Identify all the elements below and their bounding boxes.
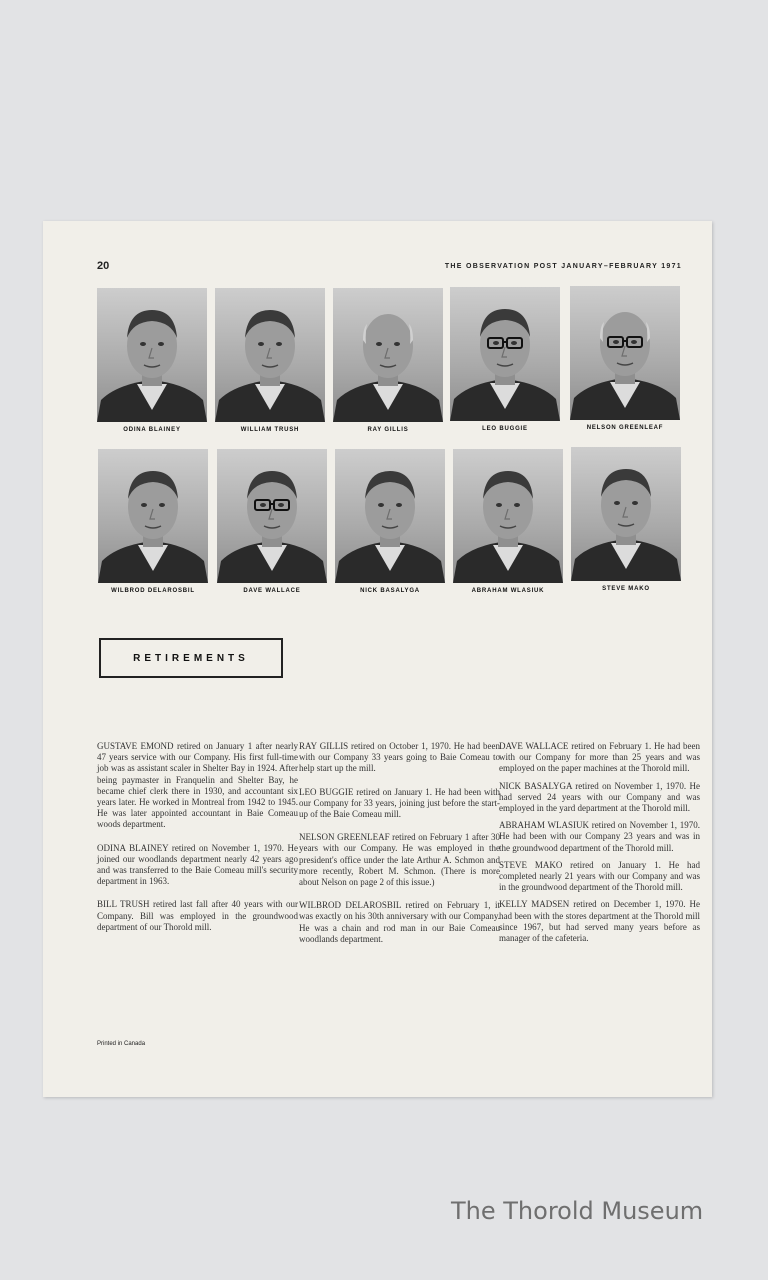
eye-shape [158, 342, 164, 346]
retirement-paragraph: ABRAHAM WLASIUK retired on November 1, 1970. He had been with our Company 23 years and was in the groundwood department of the Thorold mill. [499, 820, 700, 853]
text-column-1 [97, 741, 298, 945]
eye-shape [376, 342, 382, 346]
retirement-paragraph: KELLY MADSEN retired on December 1, 1970. He had been with the stores department at the Thorold mill since 1967, but had served many years before as manager of the cafeteria. [499, 899, 700, 944]
retirement-paragraph: LEO BUGGIE retired on January 1. He had been with our Company for 33 years, joining just before the start-up of the Baie Comeau mill. [299, 786, 500, 820]
portrait-photo [335, 449, 445, 583]
photo-caption: RAY GILLIS [367, 427, 409, 433]
retirement-paragraph: RAY GILLIS retired on October 1, 1970. He had been with our Company 33 years going to Baie Comeau to help start up the mill. [299, 741, 500, 774]
eye-shape [394, 342, 400, 346]
text-column-2 [299, 741, 500, 957]
retirement-paragraph: WILBROD DELAROSBIL retired on February 1, it was exactly on his 30th anniversary with our Company. He was a chain and rod man in our Baie Comeau woodlands department. [299, 900, 500, 944]
eye-shape [276, 342, 282, 346]
retirement-paragraph: GUSTAVE EMOND retired on January 1 after nearly 47 years service with our Company. His first full-time job was as assistant scaler in Shelter Bay in 1924. After being paymaster in Franquelin and Shelter Bay, he became chief clerk there in 1930, and accountant six years later. He worked in Montreal from 1942 to 1945. He was later appointed accountant in Baie Comeau woods department. [97, 741, 298, 830]
eye-shape [613, 340, 619, 344]
eye-shape [140, 342, 146, 346]
portrait-photo [217, 449, 327, 583]
photo-caption: WILLIAM TRUSH [240, 427, 300, 433]
eye-shape [260, 503, 266, 507]
retirement-paragraph: ODINA BLAINEY retired on November 1, 1970. He joined our woodlands department nearly 42 years ago and was transferred to the Baie Comeau mill's security department in 1963. [97, 842, 298, 887]
photo-caption: ABRAHAM WLASIUK [471, 588, 545, 594]
eye-shape [141, 503, 147, 507]
portrait-photo [450, 287, 560, 421]
portrait-photo [453, 449, 563, 583]
portrait-photo [97, 288, 207, 422]
eye-shape [396, 503, 402, 507]
portrait-photo [570, 286, 680, 420]
printed-note: Printed in Canada [97, 1041, 146, 1047]
magazine-page [43, 221, 712, 1097]
section-header-box [99, 638, 283, 678]
photo-caption: LEO BUGGIE [482, 426, 528, 432]
eye-shape [159, 503, 165, 507]
eye-shape [514, 503, 520, 507]
eye-shape [496, 503, 502, 507]
watermark: The Thorold Museum [451, 1197, 704, 1225]
photo-caption: DAVE WALLACE [243, 588, 301, 594]
retirement-paragraph: NELSON GREENLEAF retired on February 1 after 30 years with our Company. He was employed in the president's office under the late Arthur A. Schmon and more recently, Robert M. Schmon. (There is more about Nelson on page 2 of this issue.) [299, 832, 500, 888]
portrait-photo [333, 288, 443, 422]
running-head: THE OBSERVATION POST JANUARY–FEBRUARY 1971 [444, 263, 682, 270]
eye-shape [493, 341, 499, 345]
page-number: 20 [97, 260, 110, 272]
face-shape [363, 314, 413, 378]
photo-caption: NELSON GREENLEAF [586, 425, 664, 431]
portrait-photo [571, 447, 681, 581]
retirement-paragraph: NICK BASALYGA retired on November 1, 1970. He had served 24 years with our Company and was employed in the yard department at the Thorold mill. [499, 780, 700, 814]
retirement-paragraph: STEVE MAKO retired on January 1. He had completed nearly 21 years with our Company and was in the groundwood department of the Thorold mill. [499, 859, 700, 893]
eye-shape [632, 501, 638, 505]
eye-shape [258, 342, 264, 346]
eye-shape [511, 341, 517, 345]
retirement-paragraph: BILL TRUSH retired last fall after 40 years with our Company. Bill was employed in the groundwood department of our Thorold mill. [97, 899, 298, 932]
eye-shape [614, 501, 620, 505]
section-title: RETIREMENTS [133, 652, 249, 664]
eye-shape [278, 503, 284, 507]
photo-caption: STEVE MAKO [602, 586, 650, 592]
eye-shape [378, 503, 384, 507]
portrait-photo [98, 449, 208, 583]
eye-shape [631, 340, 637, 344]
retirement-paragraph: DAVE WALLACE retired on February 1. He had been with our Company for more than 25 years and was employed on the paper machines at the Thorold mill. [499, 741, 700, 774]
portrait-photo [215, 288, 325, 422]
photo-caption: NICK BASALYGA [360, 588, 420, 594]
photo-caption: WILBROD DELAROSBIL [111, 588, 195, 594]
text-column-3 [499, 741, 700, 950]
photo-caption: ODINA BLAINEY [123, 427, 181, 433]
